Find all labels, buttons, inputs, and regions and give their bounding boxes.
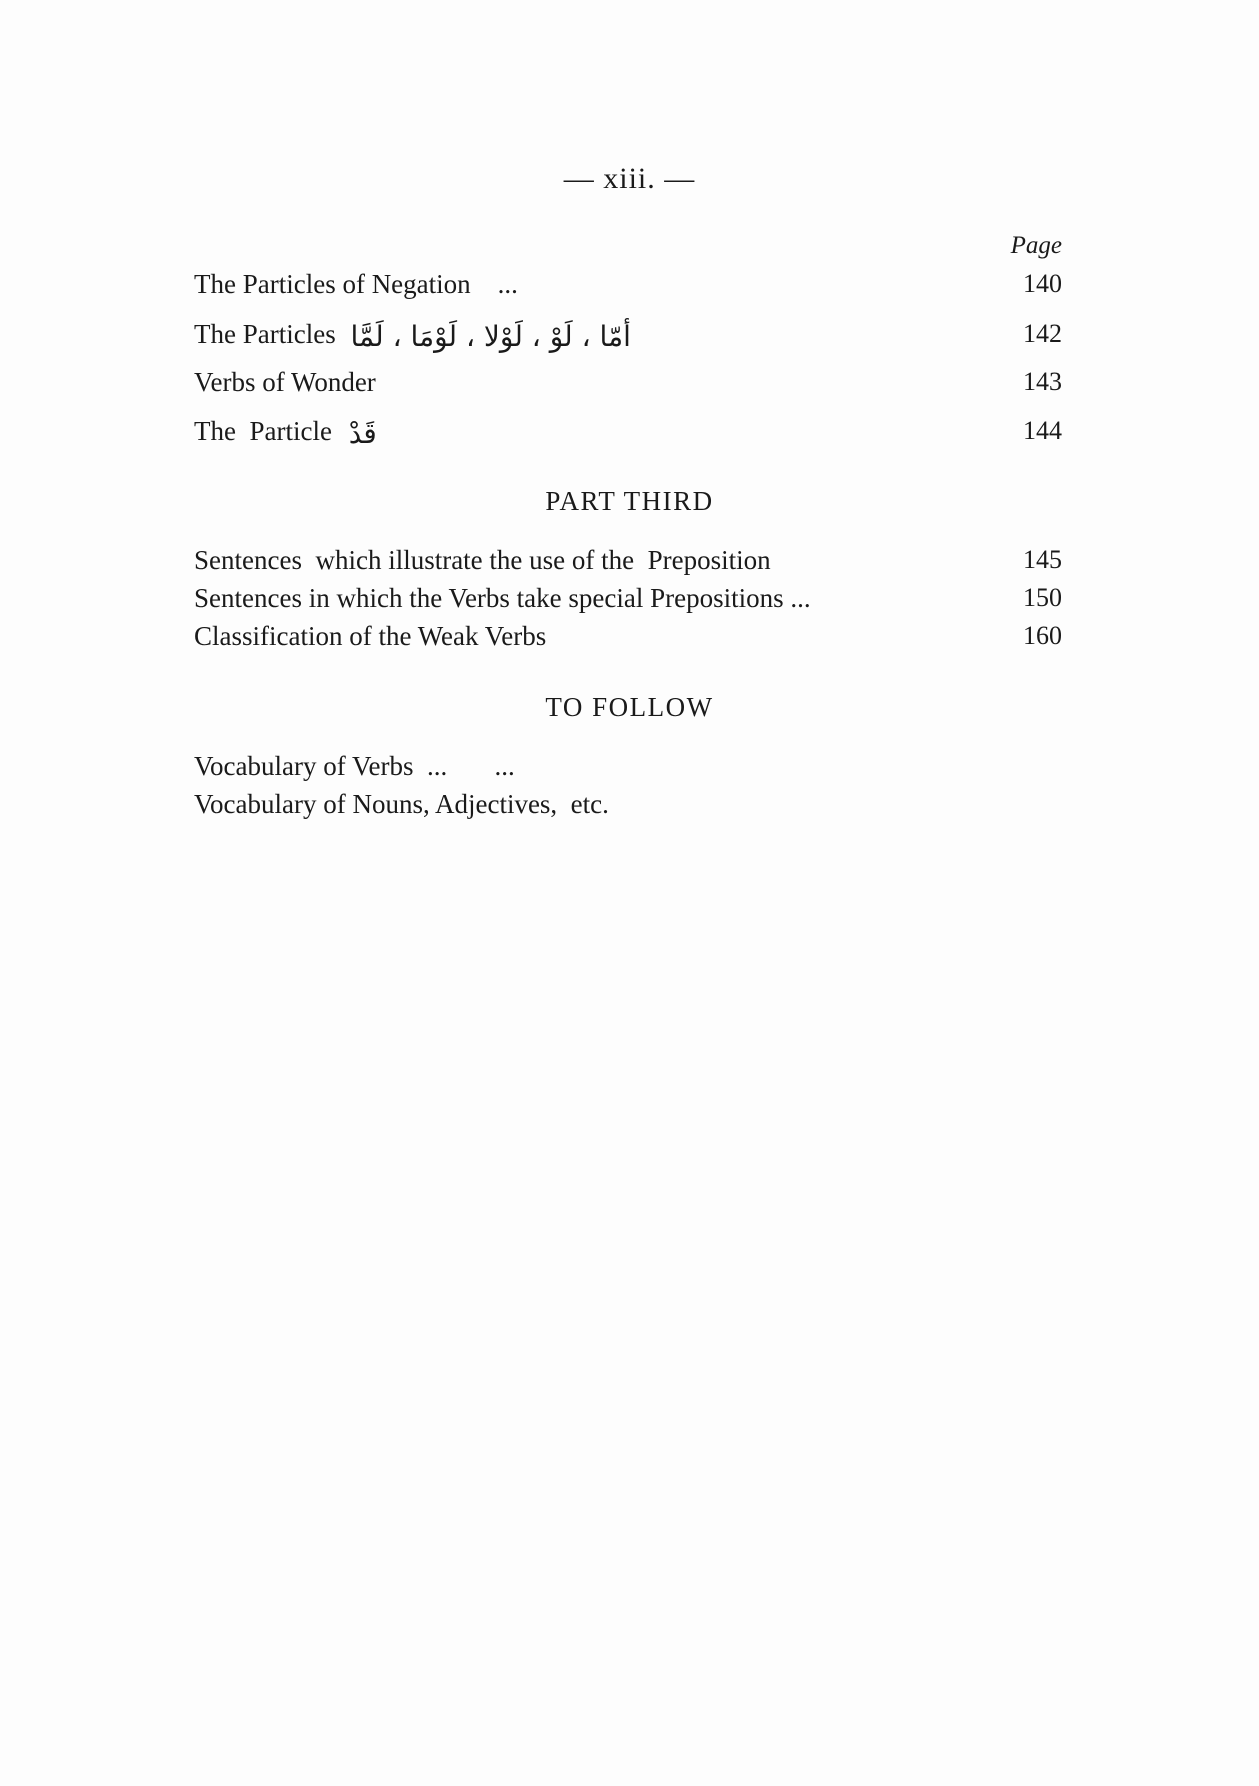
toc-entry-page: 145 [1023, 545, 1062, 574]
toc-entry-page: 142 [1023, 319, 1062, 348]
running-head: — xiii. — [563, 162, 696, 195]
toc-entry-title: Sentences which illustrate the use of the Preposition [194, 545, 771, 575]
toc-entry-title: The Particles [194, 319, 336, 349]
toc-entry-special-prepositions [194, 578, 1062, 618]
toc-entry-title: Sentences in which the Verbs take special Prepositions ... [194, 583, 811, 613]
toc-entry-prepositions [194, 540, 1062, 580]
toc-entry-verbs-of-wonder [194, 362, 1062, 402]
toc-entry-title: Vocabulary of Nouns, Adjectives, etc. [194, 789, 609, 819]
toc-entry-title: The Particles of Negation ... [194, 269, 518, 299]
toc-entry-title: Vocabulary of Verbs ... ... [194, 751, 515, 781]
page-column-label: Page [1010, 232, 1062, 259]
toc-entry-title: The Particle [194, 416, 332, 446]
toc-entry-page: 144 [1023, 416, 1062, 445]
toc-entry-page: 140 [1023, 269, 1062, 298]
toc-entry-vocabulary-of-nouns [194, 784, 1062, 824]
toc-entry-page: 143 [1023, 367, 1062, 396]
section-heading-to-follow: TO FOLLOW [545, 692, 714, 722]
arabic-particles-text: أمّا ، لَوْ ، لَوْلا ، لَوْمَا ، لَمَّا [350, 319, 631, 353]
section-heading-part-third: PART THIRD [545, 486, 714, 516]
arabic-particle-text: قَدْ [348, 416, 377, 450]
toc-entry-page: 160 [1023, 621, 1062, 650]
toc-entry-particles-of-negation [194, 264, 1062, 304]
toc-entry-the-particle-qad [194, 411, 1062, 451]
toc-entry-weak-verbs [194, 616, 1062, 656]
toc-entry-title: Verbs of Wonder [194, 367, 376, 397]
toc-entry-vocabulary-of-verbs [194, 746, 1062, 786]
toc-entry-the-particles [194, 314, 1062, 354]
toc-entry-title: Classification of the Weak Verbs [194, 621, 547, 651]
toc-entry-page: 150 [1023, 583, 1062, 612]
